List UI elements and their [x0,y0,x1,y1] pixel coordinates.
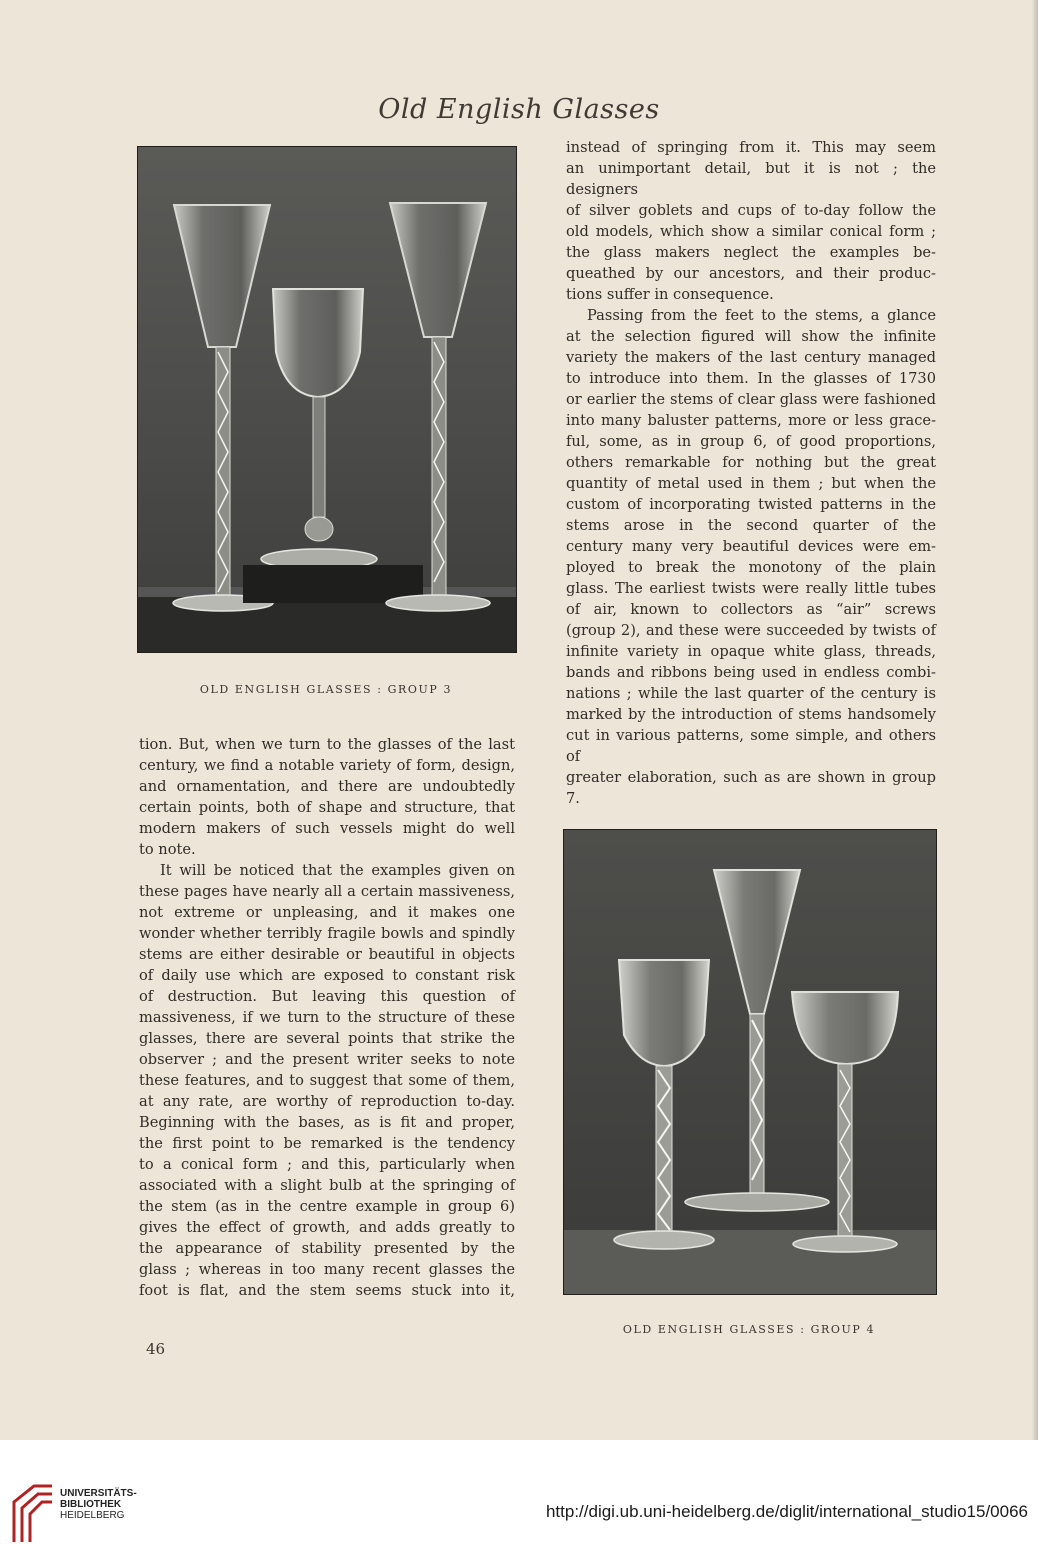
text-line: others remarkable for nothing but the great [566,454,936,471]
plate-caption-group-4: OLD ENGLISH GLASSES : GROUP 4 [622,1323,876,1336]
text-line: massiveness, if we turn to the structure of these [139,1009,515,1026]
text-line: of silver goblets and cups of to-day follow the [566,202,936,219]
library-logo-icon [10,1480,56,1544]
text-line: nations ; while the last quarter of the century is [566,685,936,702]
text-line: tion. But, when we turn to the glasses of the last [139,736,515,753]
text-line: cut in various patterns, some simple, and others of [566,727,936,765]
text-line: quantity of metal used in them ; but when the [566,475,936,492]
text-line: tions suffer in consequence. [566,286,774,303]
text-line: Passing from the feet to the stems, a glance [587,307,936,324]
text-column-left-bottom [139,734,515,1301]
glasses-group-3-illustration [138,147,516,652]
permalink-url[interactable]: http://digi.ub.uni-heidelberg.de/diglit/international_studio15/0066 [545,1502,1028,1521]
text-line: foot is flat, and the stem seems stuck into it, [139,1282,515,1299]
text-line: of daily use which are exposed to constant risk [139,967,515,984]
text-line: modern makers of such vessels might do well [139,820,515,837]
text-line: and ornamentation, and there are undoubtedly [139,778,515,795]
text-line: ployed to break the monotony of the plain [566,559,936,576]
text-line: of air, known to collectors as “air” screws [566,601,936,618]
library-name-line: UNIVERSITÄTS- [60,1488,137,1499]
footer-bar [0,1440,1038,1559]
running-title: Old English Glasses [378,94,660,125]
text-line: instead of springing from it. This may seem [566,139,936,156]
paragraph [566,137,936,305]
text-line: observer ; and the present writer seeks to note [139,1051,515,1068]
text-line: the glass makers neglect the examples be- [566,244,936,261]
text-line: these pages have nearly all a certain massiveness, [139,883,515,900]
plate-group-4 [563,829,937,1295]
text-line: an unimportant detail, but it is not ; the designers [566,160,936,198]
text-line: to a conical form ; and this, particularly when [139,1156,515,1173]
text-line: the stem (as in the centre example in group 6) [139,1198,515,1215]
text-line: infinite variety in opaque white glass, threads, [566,643,936,660]
text-line: or earlier the stems of clear glass were fashioned [566,391,936,408]
glasses-group-4-illustration [564,830,936,1294]
library-name-line: BIBLIOTHEK [60,1499,122,1510]
text-line: wonder whether terribly fragile bowls and spindly [139,925,515,942]
text-line: old models, which show a similar conical form ; [566,223,936,240]
paragraph [566,305,936,809]
text-line: greater elaboration, such as are shown in group 7. [566,769,936,807]
text-line: of destruction. But leaving this question of [139,988,515,1005]
text-line: glasses, there are several points that strike the [139,1030,515,1047]
text-line: marked by the introduction of stems handsomely [566,706,936,723]
text-line: at the selection figured will show the infinite [566,328,936,345]
text-line: into many baluster patterns, more or less grace- [566,412,936,429]
text-column-right-top [566,137,936,809]
paragraph [139,860,515,1301]
text-line: Beginning with the bases, as is fit and proper, [139,1114,515,1131]
text-line: variety the makers of the last century managed [566,349,936,366]
library-name [60,1488,137,1521]
text-line: ful, some, as in group 6, of good proportions, [566,433,936,450]
paragraph [139,734,515,860]
text-line: bands and ribbons being used in endless combi- [566,664,936,681]
text-line: to introduce into them. In the glasses of 1730 [566,370,936,387]
text-line: stems arose in the second quarter of the [566,517,936,534]
text-line: gives the effect of growth, and adds greatly to [139,1219,515,1236]
text-line: the appearance of stability presented by the [139,1240,515,1257]
text-line: at any rate, are worthy of reproduction to-day. [139,1093,515,1110]
page-number: 46 [146,1340,166,1358]
text-line: not extreme or unpleasing, and it makes one [139,904,515,921]
library-name-line: HEIDELBERG [60,1510,125,1521]
text-line: queathed by our ancestors, and their produc- [566,265,936,282]
plate-caption-group-3: OLD ENGLISH GLASSES : GROUP 3 [199,683,453,696]
text-line: century many very beautiful devices were em- [566,538,936,555]
text-line: glass ; whereas in too many recent glasses the [139,1261,515,1278]
text-line: certain points, both of shape and structure, that [139,799,515,816]
text-line: century, we find a notable variety of form, design, [139,757,515,774]
text-line: custom of incorporating twisted patterns in the [566,496,936,513]
plate-group-3 [137,146,517,653]
text-line: (group 2), and these were succeeded by twists of [566,622,936,639]
text-line: associated with a slight bulb at the springing of [139,1177,515,1194]
text-line: to note. [139,841,196,858]
text-line: It will be noticed that the examples given on [160,862,515,879]
text-line: glass. The earliest twists were really little tubes [566,580,936,597]
text-line: these features, and to suggest that some of them, [139,1072,515,1089]
text-line: the first point to be remarked is the tendency [139,1135,515,1152]
text-line: stems are either desirable or beautiful in objects [139,946,515,963]
